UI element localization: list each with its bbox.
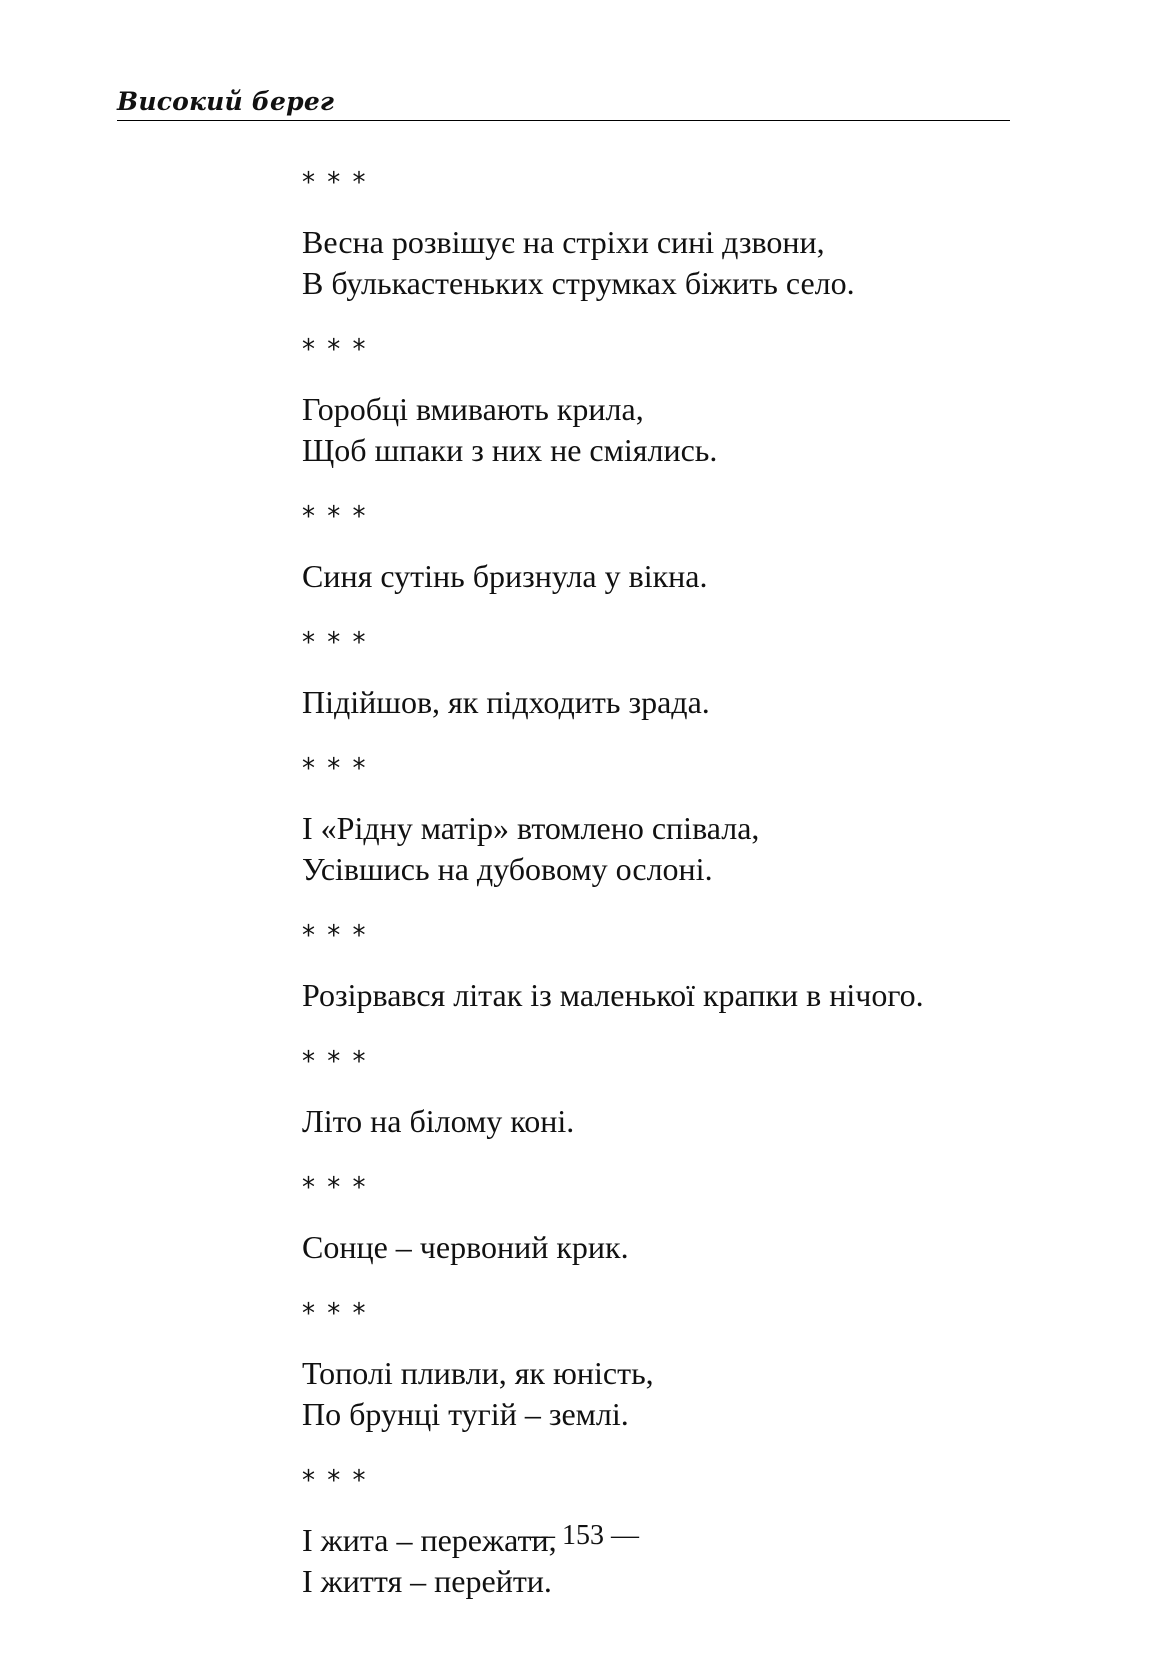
poem-line: Підійшов, як підходить зрада. bbox=[302, 684, 710, 720]
running-header bbox=[117, 84, 1010, 121]
separator-asterisks: * * * bbox=[302, 627, 366, 659]
poem-block bbox=[302, 1173, 1042, 1268]
poem-gap bbox=[302, 1435, 1042, 1466]
poem-line: По брунці тугій – землі. bbox=[302, 1396, 629, 1432]
poem-gap bbox=[302, 597, 1042, 628]
poem-block bbox=[302, 1047, 1042, 1142]
poem-line: Тополі пливли, як юність, bbox=[302, 1355, 654, 1391]
separator-asterisks: * * * bbox=[302, 1465, 366, 1497]
poem-line: Щоб шпаки з них не сміялись. bbox=[302, 432, 718, 468]
poem-line: Сонце – червоний крик. bbox=[302, 1229, 629, 1265]
poem-gap bbox=[302, 723, 1042, 754]
poem-line: Літо на білому коні. bbox=[302, 1103, 575, 1139]
poem-block bbox=[302, 502, 1042, 597]
poem-line: Усівшись на дубовому ослоні. bbox=[302, 851, 713, 887]
poems-column bbox=[302, 168, 1042, 1602]
poem-block bbox=[302, 335, 1042, 471]
separator-asterisks: * * * bbox=[302, 1046, 366, 1078]
poem-gap bbox=[302, 1142, 1042, 1173]
poem-line: І «Рідну матір» втомлено співала, bbox=[302, 810, 760, 846]
poem-gap bbox=[302, 471, 1042, 502]
poem-line: В булькастеньких струмках біжить село. bbox=[302, 265, 855, 301]
book-title: Високий берег bbox=[117, 87, 335, 116]
separator-asterisks: * * * bbox=[302, 920, 366, 952]
page-number: — 153 — bbox=[527, 1520, 639, 1551]
separator-asterisks: * * * bbox=[302, 501, 366, 533]
separator-asterisks: * * * bbox=[302, 1172, 366, 1204]
poem-block bbox=[302, 628, 1042, 723]
separator-asterisks: * * * bbox=[302, 167, 366, 199]
separator-asterisks: * * * bbox=[302, 753, 366, 785]
poem-block bbox=[302, 168, 1042, 304]
poem-gap bbox=[302, 304, 1042, 335]
poem-line: Синя сутінь бризнула у вікна. bbox=[302, 558, 708, 594]
poem-gap bbox=[302, 890, 1042, 921]
separator-asterisks: * * * bbox=[302, 1298, 366, 1330]
poem-line: І жита – пережати, bbox=[302, 1522, 557, 1558]
poem-gap bbox=[302, 1016, 1042, 1047]
separator-asterisks: * * * bbox=[302, 334, 366, 366]
poem-line: Горобці вмивають крила, bbox=[302, 391, 644, 427]
poem-line: Весна розвішує на стріхи сині дзвони, bbox=[302, 224, 825, 260]
poem-gap bbox=[302, 1268, 1042, 1299]
poem-line: Розірвався літак із маленької крапки в нічого. bbox=[302, 977, 924, 1013]
poem-block bbox=[302, 921, 1042, 1016]
poem-block bbox=[302, 1299, 1042, 1435]
poem-block bbox=[302, 754, 1042, 890]
poem-line: І життя – перейти. bbox=[302, 1563, 552, 1599]
